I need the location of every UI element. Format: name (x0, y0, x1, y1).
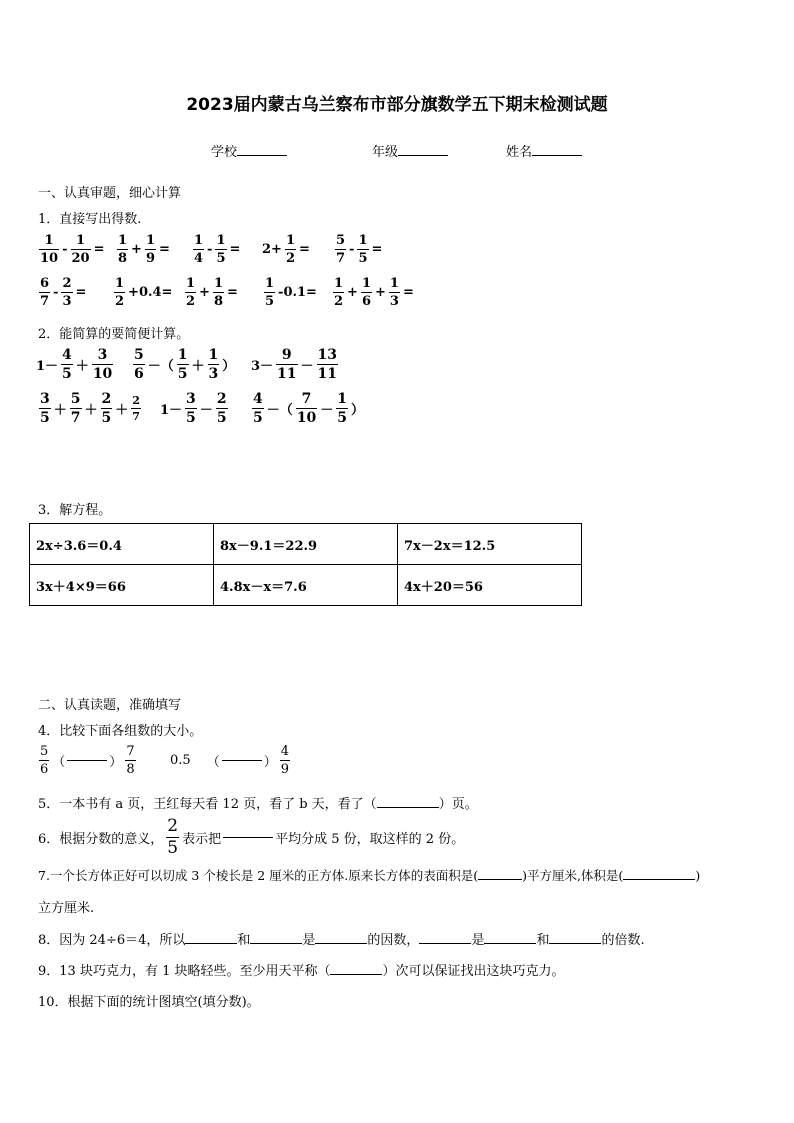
table-row (30, 524, 582, 565)
denominator: 20 (71, 251, 90, 266)
fraction (285, 234, 296, 265)
school-label: 学校 (211, 145, 238, 160)
fraction (70, 392, 82, 425)
text-segment: -0.1= (278, 285, 317, 300)
fraction (215, 234, 226, 265)
text-segment: （ (206, 755, 220, 770)
denominator: 2 (186, 294, 196, 309)
numerator: 7 (301, 391, 312, 407)
denominator: 5 (216, 251, 226, 266)
text-segment: 平均分成 5 份，取这样的 2 份。 (275, 832, 465, 847)
text-segment: ）页。 (438, 797, 478, 812)
fraction (317, 348, 338, 381)
table-cell: 3x＋4×9＝66 (30, 565, 214, 606)
numerator: 1 (285, 233, 295, 248)
table-cell: 2x÷3.6＝0.4 (30, 524, 214, 565)
numerator: 1 (337, 391, 348, 407)
q1-r2-expr-4 (263, 277, 317, 308)
text-segment: - (207, 242, 213, 257)
text-segment: 和 (237, 933, 251, 948)
fraction (185, 392, 197, 425)
denominator: 8 (118, 251, 128, 266)
denominator: 5 (101, 410, 112, 426)
denominator: 6 (361, 294, 371, 309)
q2-expr-4 (38, 392, 142, 425)
text-segment: －（ (147, 359, 174, 374)
grade-field (372, 141, 448, 160)
q7-blank-1[interactable] (478, 879, 522, 880)
numerator: 4 (62, 347, 72, 363)
text-segment: ） (109, 755, 123, 770)
denominator: 7 (40, 294, 50, 309)
fraction (131, 395, 141, 422)
text-segment: 的倍数. (601, 933, 645, 948)
fraction (208, 348, 220, 381)
text-segment: 5．一本书有 a 页，王红每天看 12 页，看了 b 天，看了（ (38, 797, 377, 812)
numerator: 1 (194, 233, 204, 248)
q4-blank-1[interactable] (67, 760, 107, 761)
text-segment: ＋ (84, 403, 98, 418)
text-segment: ＋ (191, 359, 205, 374)
q4-compare-2 (170, 745, 291, 776)
numerator: 1 (186, 276, 196, 291)
fraction (335, 234, 346, 265)
q2-expr-2 (132, 348, 235, 381)
fraction (166, 818, 179, 857)
q1-r1-expr-1 (38, 234, 105, 265)
fraction (39, 234, 59, 265)
text-segment: 2+ (262, 242, 282, 257)
numerator: 1 (358, 233, 368, 248)
question-3-label: 3．解方程。 (38, 503, 112, 518)
text-segment: （ (52, 755, 66, 770)
denominator: 3 (389, 294, 399, 309)
fraction (133, 348, 145, 381)
numerator: 1 (44, 233, 54, 248)
text-segment: - (53, 285, 59, 300)
numerator: 2 (101, 391, 112, 407)
fraction (125, 745, 135, 776)
text-segment: 表示把 (182, 832, 222, 847)
fraction (177, 348, 189, 381)
denominator: 5 (177, 366, 188, 382)
text-segment: ) (695, 868, 701, 883)
q2-expr-5 (160, 392, 229, 425)
numerator: 5 (40, 744, 49, 759)
denominator: 5 (337, 410, 348, 426)
grade-blank[interactable] (398, 155, 448, 156)
numerator: 2 (62, 276, 72, 291)
numerator: 5 (134, 347, 144, 363)
q8-blank-3[interactable] (315, 943, 367, 944)
fraction (39, 392, 51, 425)
denominator: 11 (277, 366, 297, 382)
text-segment: ）次可以保证找出这块巧克力。 (382, 964, 565, 979)
fraction (264, 277, 275, 308)
numerator: 1 (216, 233, 226, 248)
fraction (185, 277, 196, 308)
numerator: 7 (126, 744, 135, 759)
text-segment: 9．13 块巧克力，有 1 块略轻些。至少用天平称（ (38, 964, 331, 979)
question-10: 10．根据下面的统计图填空(填分数)。 (38, 995, 260, 1010)
denominator: 5 (358, 251, 368, 266)
question-5 (38, 793, 478, 812)
text-segment: 的因数， (367, 933, 420, 948)
denominator: 7 (132, 410, 140, 423)
school-blank[interactable] (237, 155, 287, 156)
section-2-heading: 二、认真读题，准确填写 (38, 698, 182, 713)
question-2-label: 2．能简算的要简便计算。 (38, 327, 190, 342)
fraction (39, 745, 49, 776)
text-segment: 1－ (36, 359, 59, 374)
numerator: 1 (177, 347, 188, 363)
question-8 (38, 929, 645, 948)
fraction (280, 745, 290, 776)
text-segment: ） (351, 403, 365, 418)
fraction (296, 392, 317, 425)
denominator: 9 (280, 762, 289, 777)
denominator: 10 (40, 251, 59, 266)
q8-blank-5[interactable] (484, 943, 536, 944)
denominator: 5 (62, 366, 72, 382)
question-1-label: 1．直接写出得数. (38, 212, 142, 227)
denominator: 5 (167, 838, 179, 858)
fraction (357, 234, 368, 265)
text-segment: = (371, 242, 383, 257)
numerator: 2 (132, 394, 140, 407)
q4-blank-2[interactable] (222, 760, 262, 761)
text-segment: ＋ (115, 403, 129, 418)
text-segment: + (375, 285, 386, 300)
table-cell: 7x－2x＝12.5 (398, 524, 582, 565)
fraction (193, 234, 204, 265)
text-segment: ＋ (75, 359, 89, 374)
denominator: 11 (317, 366, 338, 382)
school-field (211, 141, 287, 160)
question-4-label: 4．比较下面各组数的大小。 (38, 724, 203, 739)
table-cell: 4x＋20＝56 (398, 565, 582, 606)
denominator: 10 (92, 366, 113, 382)
fraction (216, 392, 228, 425)
q8-blank-6[interactable] (549, 943, 601, 944)
q9-blank[interactable] (330, 974, 382, 975)
fraction (61, 348, 73, 381)
numerator: 6 (40, 276, 50, 291)
numerator: 1 (265, 276, 275, 291)
question-9 (38, 960, 565, 979)
fraction (92, 348, 113, 381)
text-segment: = (93, 242, 105, 257)
text-segment: - (349, 242, 355, 257)
q8-blank-4[interactable] (419, 943, 471, 944)
denominator: 8 (213, 294, 223, 309)
text-segment: －（ (266, 403, 293, 418)
section-1-heading: 一、认真审题，细心计算 (38, 186, 182, 201)
numerator: 3 (97, 347, 108, 363)
q1-r1-expr-4 (262, 234, 310, 265)
fraction (389, 277, 400, 308)
text-segment: 是 (471, 933, 485, 948)
q1-r2-expr-1 (38, 277, 86, 308)
denominator: 2 (334, 294, 344, 309)
numerator: 4 (280, 744, 289, 759)
denominator: 7 (70, 410, 81, 426)
text-segment: + (347, 285, 358, 300)
text-segment: ＋ (53, 403, 67, 418)
text-segment: = (227, 285, 238, 300)
fraction (117, 234, 128, 265)
fraction (336, 392, 348, 425)
text-segment: 3－ (251, 359, 274, 374)
numerator: 13 (317, 347, 338, 363)
numerator: 5 (336, 233, 346, 248)
q1-r2-expr-5 (332, 277, 414, 308)
text-segment: = (229, 242, 241, 257)
text-segment: +0.4= (128, 285, 173, 300)
denominator: 5 (40, 410, 50, 426)
denominator: 5 (186, 410, 196, 426)
numerator: 1 (389, 276, 399, 291)
text-segment: － (199, 403, 213, 418)
q4-compare-1 (38, 745, 137, 776)
text-segment: - (62, 242, 68, 257)
fraction (71, 234, 91, 265)
denominator: 3 (62, 294, 72, 309)
text-segment: 1－ (160, 403, 183, 418)
text-segment: = (402, 285, 414, 300)
denominator: 5 (253, 410, 263, 426)
q2-expr-3 (251, 348, 339, 381)
denominator: 6 (40, 762, 49, 777)
numerator: 5 (70, 391, 81, 407)
text-segment: + (131, 242, 142, 257)
text-segment: = (299, 242, 310, 257)
text-segment: 7.一个长方体正好可以切成 3 个棱长是 2 厘米的正方体.原来长方体的表面积是( (38, 868, 479, 883)
q8-blank-1[interactable] (185, 943, 237, 944)
q2-expr-6 (251, 392, 364, 425)
fraction (145, 234, 156, 265)
fraction (252, 392, 264, 425)
denominator: 8 (126, 762, 135, 777)
fraction (101, 392, 113, 425)
text-segment: + (199, 285, 210, 300)
fraction (114, 277, 125, 308)
fraction (361, 277, 372, 308)
q6-blank[interactable] (223, 837, 273, 838)
text-segment: )平方厘米,体积是( (522, 868, 624, 883)
q7-blank-2[interactable] (623, 879, 695, 880)
text-segment: 8．因为 24÷6＝4，所以 (38, 933, 186, 948)
text-segment: 0.5 (170, 753, 191, 768)
denominator: 2 (115, 294, 125, 309)
fraction (276, 348, 297, 381)
numerator: 2 (216, 391, 227, 407)
text-segment: － (320, 403, 334, 418)
q1-r1-expr-5 (334, 234, 382, 265)
fraction (39, 277, 50, 308)
q1-r2-expr-3 (184, 277, 238, 308)
q2-expr-1 (36, 348, 114, 381)
numerator: 1 (115, 276, 125, 291)
equation-table (29, 523, 582, 606)
fraction (213, 277, 224, 308)
text-segment: 和 (536, 933, 550, 948)
text-segment: ） (263, 755, 277, 770)
text-segment: 是 (302, 933, 316, 948)
q1-r1-expr-2 (116, 234, 170, 265)
numerator: 1 (145, 233, 155, 248)
q1-r2-expr-2 (113, 277, 172, 308)
name-field (506, 141, 582, 160)
fraction (61, 277, 72, 308)
question-7-line-2: 立方厘米. (38, 901, 95, 916)
q5-blank[interactable] (377, 807, 439, 808)
denominator: 5 (265, 294, 275, 309)
table-cell: 8x－9.1＝22.9 (214, 524, 398, 565)
text-segment: － (300, 359, 314, 374)
question-7-line-1 (38, 866, 700, 884)
name-label: 姓名 (506, 145, 533, 160)
numerator: 4 (253, 391, 263, 407)
table-cell: 4.8x－x＝7.6 (214, 565, 398, 606)
grade-label: 年级 (372, 145, 399, 160)
numerator: 2 (167, 816, 179, 836)
text-segment: ） (222, 359, 236, 374)
numerator: 1 (76, 233, 86, 248)
page-title: 2023届内蒙古乌兰察布市部分旗数学五下期末检测试题 (186, 95, 608, 115)
denominator: 2 (285, 251, 295, 266)
denominator: 6 (134, 366, 144, 382)
numerator: 3 (40, 391, 50, 407)
numerator: 3 (186, 391, 196, 407)
text-segment: = (159, 242, 170, 257)
numerator: 9 (281, 347, 292, 363)
numerator: 1 (213, 276, 223, 291)
text-segment: 6．根据分数的意义， (38, 832, 164, 847)
denominator: 3 (208, 366, 219, 382)
denominator: 7 (336, 251, 346, 266)
numerator: 1 (208, 347, 219, 363)
q1-r1-expr-3 (192, 234, 240, 265)
numerator: 1 (334, 276, 344, 291)
text-segment: = (75, 285, 87, 300)
question-6 (38, 818, 464, 857)
denominator: 4 (194, 251, 204, 266)
q8-blank-2[interactable] (250, 943, 302, 944)
table-row (30, 565, 582, 606)
numerator: 1 (118, 233, 128, 248)
name-blank[interactable] (532, 155, 582, 156)
denominator: 10 (296, 410, 317, 426)
numerator: 1 (361, 276, 371, 291)
denominator: 5 (216, 410, 227, 426)
fraction (333, 277, 344, 308)
denominator: 9 (145, 251, 155, 266)
